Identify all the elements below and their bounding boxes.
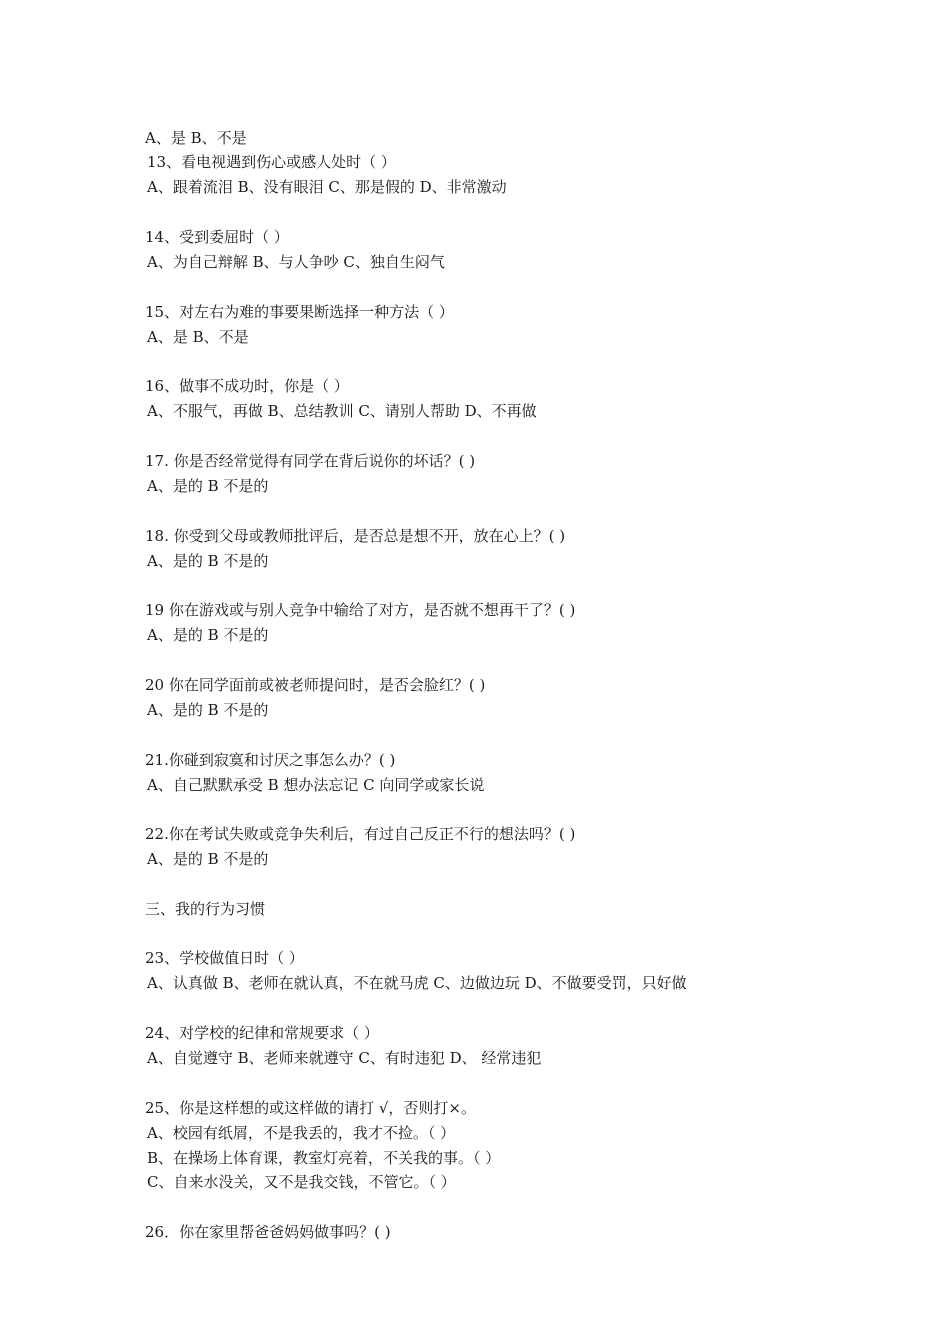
- question-14: 14、受到委屈时（ ）: [145, 228, 289, 246]
- question-17: 17. 你是否经常觉得有同学在背后说你的坏话？( ): [145, 452, 476, 470]
- question-25-item-c: C、自来水没关，又不是我交钱，不管它。（ ）: [147, 1173, 456, 1191]
- question-20: 20 你在同学面前或被老师提问时，是否会脸红？( ): [145, 676, 486, 694]
- question-24-options: A、自觉遵守 B、老师来就遵守 C、有时违犯 D、 经常违犯: [147, 1049, 542, 1067]
- question-18-options: A、是的 B 不是的: [147, 552, 269, 570]
- question-21-options: A、自己默默承受 B 想办法忘记 C 向同学或家长说: [147, 776, 485, 794]
- question-25-item-a: A、校园有纸屑，不是我丢的，我才不捡。（ ）: [147, 1124, 456, 1142]
- question-20-options: A、是的 B 不是的: [147, 701, 269, 719]
- question-23-options: A、认真做 B、老师在就认真，不在就马虎 C、边做边玩 D、不做要受罚，只好做: [147, 974, 687, 992]
- question-19-options: A、是的 B 不是的: [147, 626, 269, 644]
- question-23: 23、学校做值日时（ ）: [145, 949, 304, 967]
- question-18: 18. 你受到父母或教师批评后，是否总是想不开，放在心上？( ): [145, 527, 566, 545]
- question-26: 26．你在家里帮爸爸妈妈做事吗？( ): [145, 1223, 391, 1241]
- section-heading: 三、我的行为习惯: [145, 900, 266, 918]
- question-24: 24、对学校的纪律和常规要求（ ）: [145, 1024, 379, 1042]
- question-15-options: A、是 B、不是: [147, 328, 249, 346]
- question-25: 25、你是这样想的或这样做的请打 √，否则打×。: [145, 1099, 476, 1117]
- question-13-options: A、跟着流泪 B、没有眼泪 C、那是假的 D、非常激动: [147, 178, 507, 196]
- question-22: 22.你在考试失败或竞争失利后，有过自己反正不行的想法吗？( ): [145, 825, 576, 843]
- question-19: 19 你在游戏或与别人竞争中输给了对方，是否就不想再干了？( ): [145, 601, 576, 619]
- question-21: 21.你碰到寂寞和讨厌之事怎么办？( ): [145, 751, 396, 769]
- question-13: 13、看电视遇到伤心或感人处时（ ）: [147, 153, 396, 171]
- question-25-item-b: B、在操场上体育课，教室灯亮着，不关我的事。（ ）: [147, 1149, 501, 1167]
- question-16-options: A、不服气，再做 B、总结教训 C、请别人帮助 D、不再做: [147, 402, 537, 420]
- question-15: 15、对左右为难的事要果断选择一种方法（ ）: [145, 303, 454, 321]
- question-22-options: A、是的 B 不是的: [147, 850, 269, 868]
- question-12-options: A、是 B、不是: [145, 129, 247, 147]
- question-14-options: A、为自己辩解 B、与人争吵 C、独自生闷气: [147, 253, 445, 271]
- question-17-options: A、是的 B 不是的: [147, 477, 269, 495]
- question-16: 16、做事不成功时，你是（ ）: [145, 377, 349, 395]
